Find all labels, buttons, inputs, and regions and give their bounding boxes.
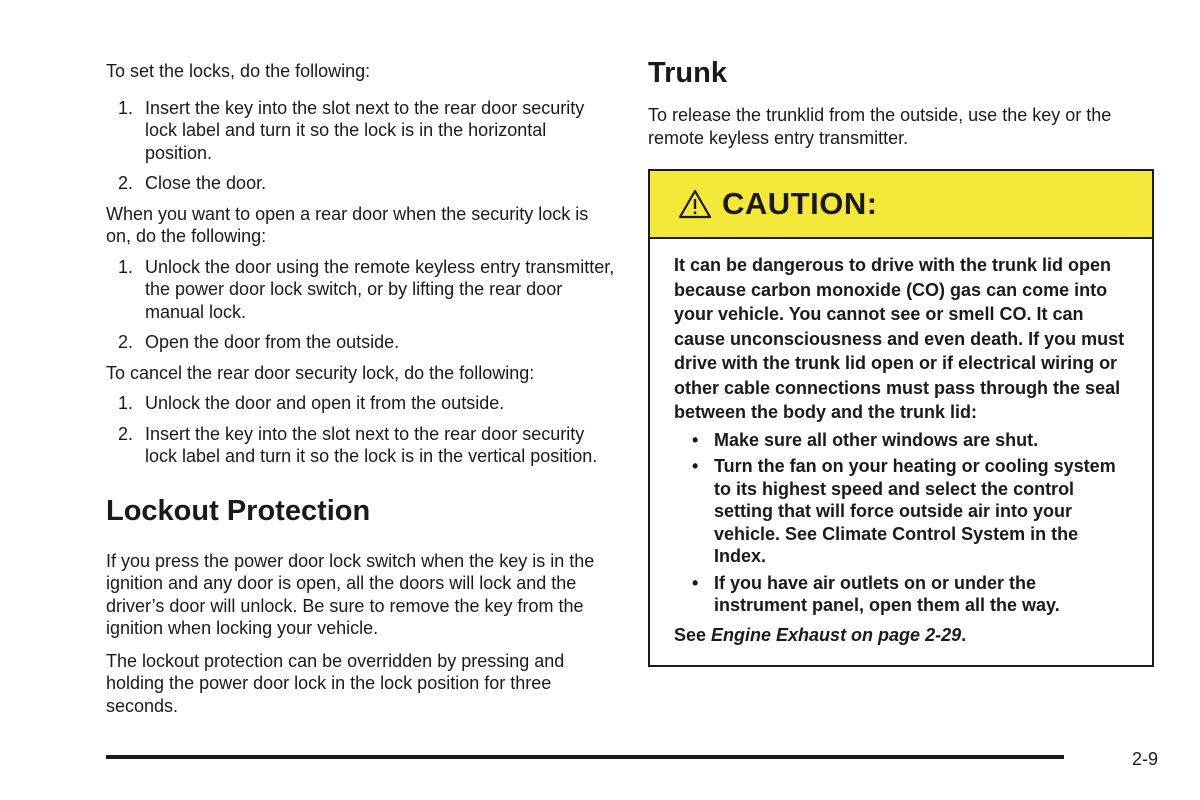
set-locks-intro: To set the locks, do the following: bbox=[106, 61, 371, 81]
right-column bbox=[648, 56, 1156, 667]
cancel-lock-steps bbox=[106, 392, 616, 468]
bullet-text: Make sure all other windows are shut. bbox=[714, 429, 1039, 450]
step-number: 2. bbox=[118, 332, 134, 352]
step-number: 1. bbox=[118, 393, 134, 413]
trunk-heading: Trunk bbox=[648, 57, 727, 89]
warning-triangle-icon bbox=[678, 189, 712, 219]
lockout-protection-heading: Lockout Protection bbox=[106, 494, 371, 527]
bullet-marker: • bbox=[692, 429, 699, 450]
see-reference bbox=[674, 623, 1128, 648]
see-prefix: See bbox=[674, 624, 712, 645]
step-text: Insert the key into the slot next to the rear door security lock label and turn it so the lock is in the vertical position. bbox=[145, 423, 598, 466]
step-number: 1. bbox=[118, 97, 134, 118]
list-item bbox=[106, 423, 616, 468]
open-rear-door-steps bbox=[106, 256, 616, 354]
list-item bbox=[106, 256, 616, 324]
list-item bbox=[106, 97, 616, 165]
list-item bbox=[674, 429, 1128, 452]
bullet-text: If you have air outlets on or under the instrument panel, open them all the way. bbox=[714, 572, 1060, 615]
bullet-marker: • bbox=[692, 572, 699, 593]
engine-exhaust-link[interactable]: Engine Exhaust on page 2-29 bbox=[711, 624, 962, 645]
lockout-paragraph-1: If you press the power door lock switch when the key is in the ignition and any door is open, all the doors will lock and the driver’s door will unlock. Be sure to remove the key from the ignition when locking your vehicle. bbox=[106, 550, 595, 638]
caution-text: It can be dangerous to drive with the trunk lid open because carbon monoxide (CO) gas can come into your vehicle. You cannot see or smell CO. It can cause unconsciousness and even death. If you must drive with the trunk lid open or if electrical wiring or other cable connections must pass through the seal between the body and the trunk lid: bbox=[674, 255, 1125, 422]
caution-bullets bbox=[674, 429, 1128, 617]
list-item bbox=[106, 331, 616, 354]
list-item bbox=[674, 455, 1128, 568]
bullet-text: Turn the fan on your heating or cooling system to its highest speed and select the control setting that will force outside air into your vehicle. See Climate Control System in the Index. bbox=[714, 456, 1116, 566]
open-rear-door-intro: When you want to open a rear door when the security lock is on, do the following: bbox=[106, 203, 589, 246]
bullet-marker: • bbox=[692, 456, 699, 476]
trunk-paragraph: To release the trunklid from the outside, use the key or the remote keyless entry transmitter. bbox=[648, 105, 1112, 148]
footer-divider bbox=[106, 755, 1064, 759]
caution-title: CAUTION: bbox=[722, 186, 878, 221]
page-number: 2-9 bbox=[1131, 749, 1158, 769]
step-text: Open the door from the outside. bbox=[145, 332, 400, 352]
step-number: 2. bbox=[118, 423, 134, 444]
list-item bbox=[106, 172, 616, 195]
step-text: Close the door. bbox=[145, 173, 267, 193]
list-item bbox=[674, 572, 1128, 617]
caution-header bbox=[650, 171, 1152, 239]
see-suffix: . bbox=[961, 624, 967, 645]
set-locks-steps bbox=[106, 97, 616, 195]
caution-box bbox=[648, 169, 1154, 667]
list-item bbox=[106, 392, 616, 415]
lockout-paragraph-2: The lockout protection can be overridden by pressing and holding the power door lock in the lock position for three seconds. bbox=[106, 650, 565, 716]
step-number: 2. bbox=[118, 173, 134, 193]
left-column bbox=[106, 60, 616, 717]
step-text: Unlock the door and open it from the outside. bbox=[145, 393, 505, 413]
step-number: 1. bbox=[118, 256, 134, 277]
step-text: Unlock the door using the remote keyless entry transmitter, the power door lock switch, or by lifting the rear door manual lock. bbox=[145, 256, 615, 322]
step-text: Insert the key into the slot next to the rear door security lock label and turn it so the lock is in the horizontal position. bbox=[145, 97, 585, 163]
caution-body bbox=[650, 239, 1152, 665]
cancel-lock-intro: To cancel the rear door security lock, do the following: bbox=[106, 362, 535, 383]
